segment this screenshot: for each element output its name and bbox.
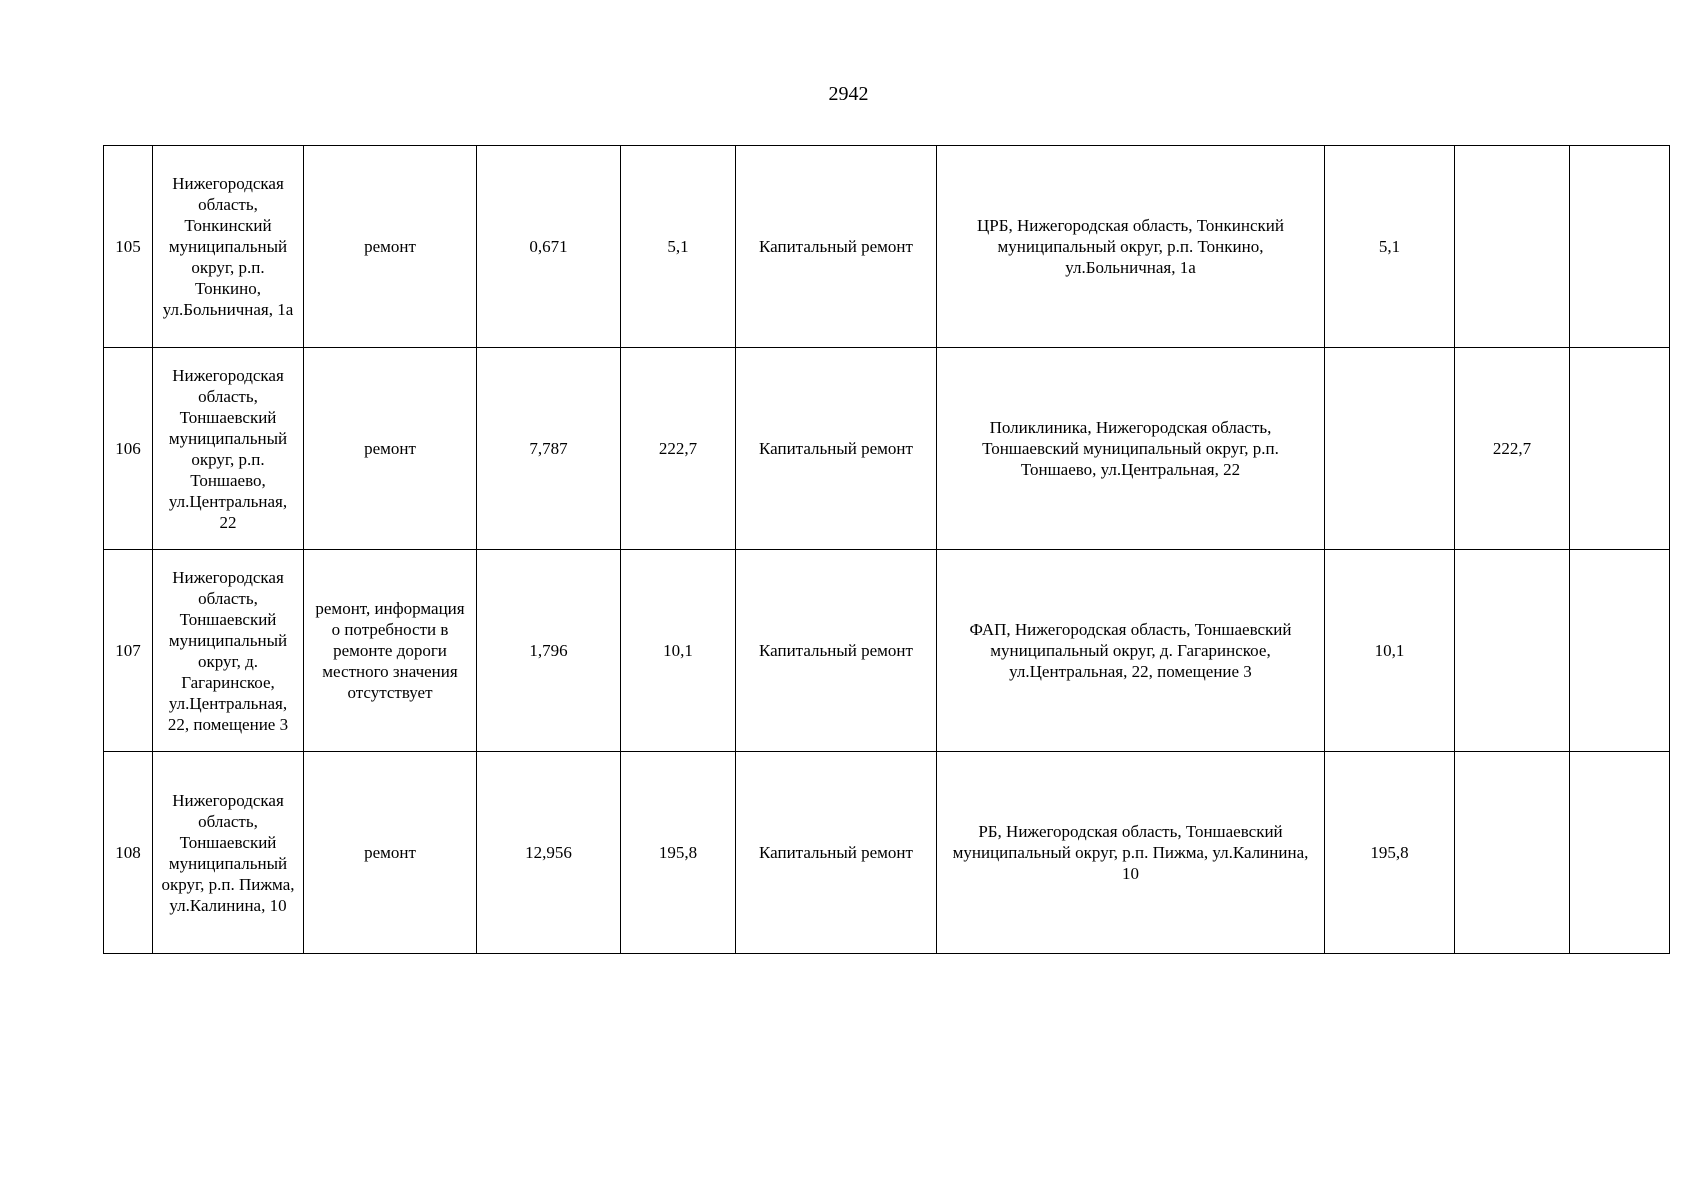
cell-value-2: 222,7 <box>621 348 736 550</box>
cell-value-2: 195,8 <box>621 752 736 954</box>
cell-row-number: 108 <box>104 752 153 954</box>
cell-address: Нижегородская область, Тоншаевский муниципальный округ, р.п. Пижма, ул.Калинина, 10 <box>153 752 304 954</box>
cell-value-3: 195,8 <box>1325 752 1455 954</box>
cell-value-1: 0,671 <box>477 146 621 348</box>
cell-repair-type: Капитальный ремонт <box>736 348 937 550</box>
cell-work-type: ремонт <box>304 752 477 954</box>
page-number: 2942 <box>828 83 869 105</box>
cell-address: Нижегородская область, Тонкинский муниципальный округ, р.п. Тонкино, ул.Больничная, 1а <box>153 146 304 348</box>
cell-facility: ЦРБ, Нижегородская область, Тонкинский муниципальный округ, р.п. Тонкино, ул.Больничная, 1а <box>937 146 1325 348</box>
cell-repair-type: Капитальный ремонт <box>736 752 937 954</box>
cell-row-number: 106 <box>104 348 153 550</box>
cell-work-type: ремонт <box>304 348 477 550</box>
cell-value-5 <box>1570 550 1670 752</box>
cell-value-3 <box>1325 348 1455 550</box>
cell-repair-type: Капитальный ремонт <box>736 550 937 752</box>
cell-row-number: 105 <box>104 146 153 348</box>
cell-facility: Поликлиника, Нижегородская область, Тоншаевский муниципальный округ, р.п. Тоншаево, ул.Центральная, 22 <box>937 348 1325 550</box>
cell-work-type: ремонт, информация о потребности в ремонте дороги местного значения отсутствует <box>304 550 477 752</box>
cell-address: Нижегородская область, Тоншаевский муниципальный округ, д. Гагаринское, ул.Центральная, 22, помещение 3 <box>153 550 304 752</box>
cell-value-1: 7,787 <box>477 348 621 550</box>
cell-value-1: 1,796 <box>477 550 621 752</box>
cell-value-4 <box>1455 550 1570 752</box>
table-row <box>104 752 1670 954</box>
table-row <box>104 348 1670 550</box>
table-row <box>104 146 1670 348</box>
cell-value-2: 5,1 <box>621 146 736 348</box>
cell-facility: РБ, Нижегородская область, Тоншаевский муниципальный округ, р.п. Пижма, ул.Калинина, 10 <box>937 752 1325 954</box>
cell-work-type: ремонт <box>304 146 477 348</box>
cell-value-5 <box>1570 146 1670 348</box>
cell-row-number: 107 <box>104 550 153 752</box>
cell-value-3: 10,1 <box>1325 550 1455 752</box>
cell-value-3: 5,1 <box>1325 146 1455 348</box>
cell-facility: ФАП, Нижегородская область, Тоншаевский муниципальный округ, д. Гагаринское, ул.Центральная, 22, помещение 3 <box>937 550 1325 752</box>
cell-repair-type: Капитальный ремонт <box>736 146 937 348</box>
cell-value-4 <box>1455 146 1570 348</box>
cell-value-4 <box>1455 752 1570 954</box>
data-table <box>103 145 1670 954</box>
cell-value-4: 222,7 <box>1455 348 1570 550</box>
cell-value-5 <box>1570 752 1670 954</box>
cell-value-5 <box>1570 348 1670 550</box>
cell-value-2: 10,1 <box>621 550 736 752</box>
table-row <box>104 550 1670 752</box>
cell-address: Нижегородская область, Тоншаевский муниципальный округ, р.п. Тоншаево, ул.Центральная, 22 <box>153 348 304 550</box>
cell-value-1: 12,956 <box>477 752 621 954</box>
